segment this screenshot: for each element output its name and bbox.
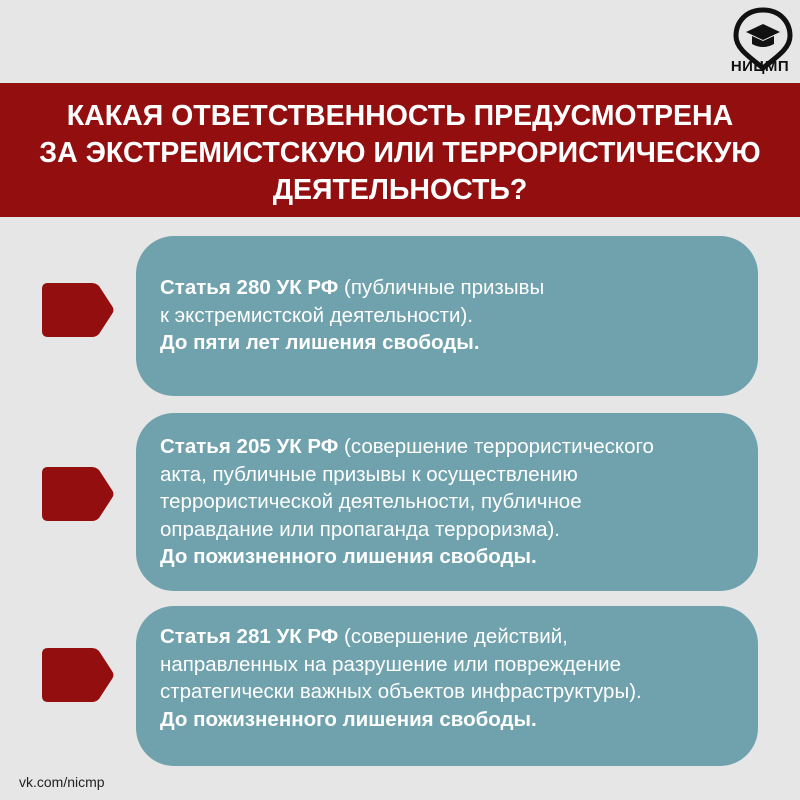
- title-banner: [0, 83, 800, 217]
- arrow-marker-icon: [40, 646, 116, 704]
- article-title: Статья 280 УК РФ: [160, 276, 339, 299]
- article-title: Статья 281 УК РФ: [160, 625, 339, 648]
- page-title: [20, 98, 780, 209]
- article-title: Статья 205 УК РФ: [160, 435, 339, 458]
- card-line: оправдание или пропаганда терроризма).: [160, 517, 561, 541]
- card-line: [160, 623, 758, 651]
- arrow-marker-icon: [40, 465, 116, 523]
- title-line: КАКАЯ ОТВЕТСТВЕННОСТЬ ПРЕДУСМОТРЕНА: [66, 100, 734, 132]
- title-line: ДЕЯТЕЛЬНОСТЬ?: [272, 174, 528, 206]
- article-description: (совершение террористического: [338, 435, 654, 458]
- card-line: [160, 274, 758, 302]
- penalty-text: До пожизненного лишения свободы.: [160, 707, 537, 731]
- card-line: террористической деятельности, публичное: [160, 490, 582, 513]
- arrow-marker-icon: [40, 281, 116, 339]
- footer-link[interactable]: vk.com/nicmp: [19, 774, 105, 790]
- article-description: (публичные призывы: [338, 276, 545, 299]
- card-line: акта, публичные призывы к осуществлению: [160, 462, 578, 486]
- title-line: ЗА ЭКСТРЕМИСТСКУЮ ИЛИ ТЕРРОРИСТИЧЕСКУЮ: [39, 137, 761, 169]
- article-card: [136, 413, 758, 591]
- penalty-text: До пожизненного лишения свободы.: [160, 545, 537, 568]
- card-line: к экстремистской деятельности).: [160, 303, 474, 327]
- logo-text: НИЦМП: [730, 58, 790, 75]
- penalty-text: До пяти лет лишения свободы.: [160, 331, 480, 354]
- card-line: направленных на разрушение или повреждение: [160, 652, 622, 676]
- article-description: (совершение действий,: [338, 625, 568, 648]
- article-card: [136, 236, 758, 396]
- article-card: [136, 606, 758, 766]
- card-line: [160, 433, 758, 461]
- card-line: стратегически важных объектов инфраструктуры).: [160, 680, 642, 703]
